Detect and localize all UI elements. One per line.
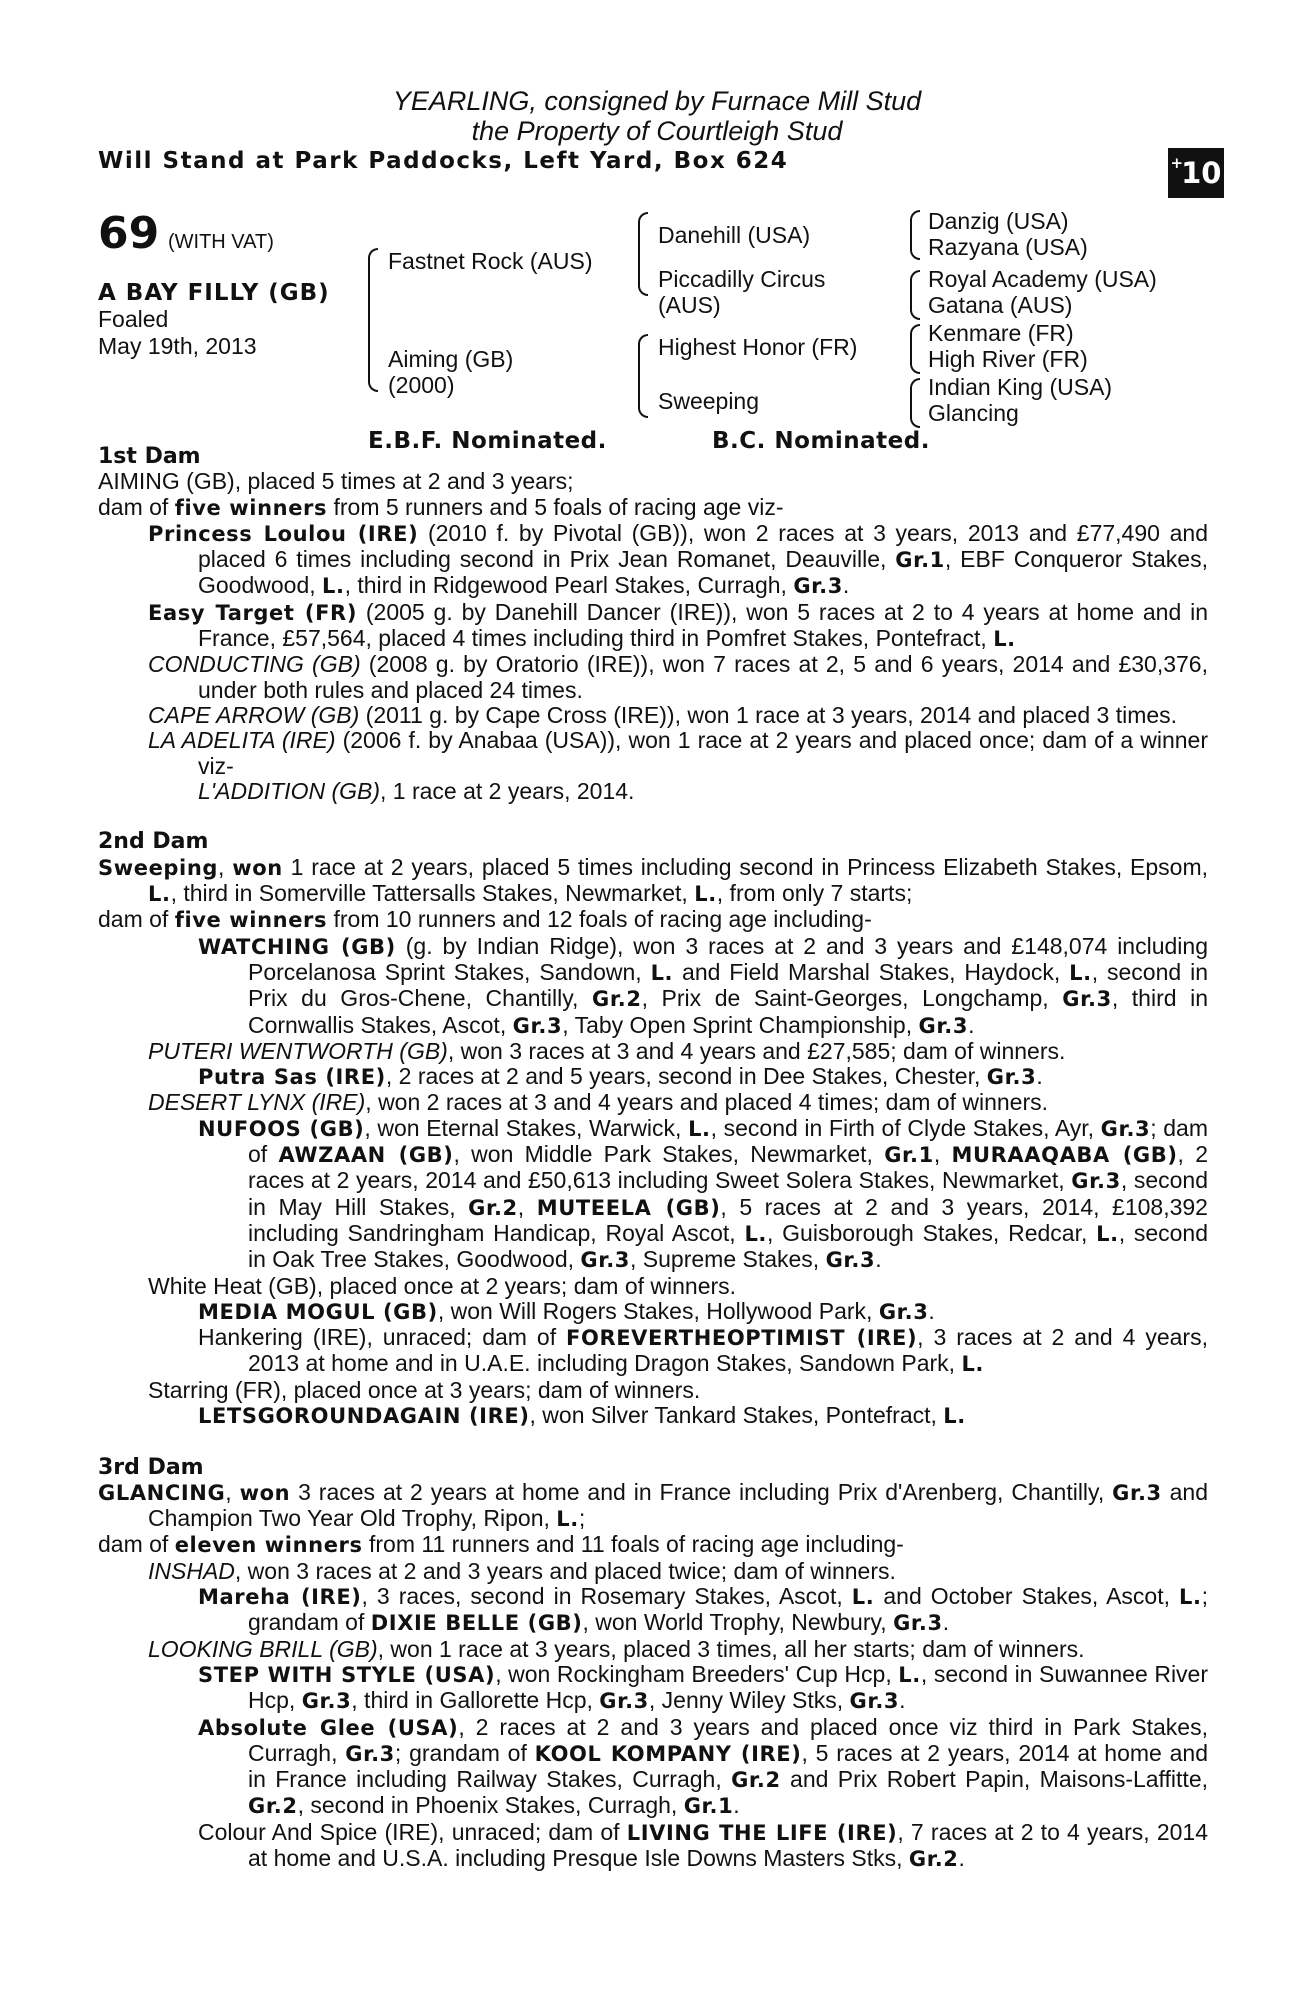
- lot-badge: [1168, 148, 1224, 198]
- sire-dam-country: (AUS): [658, 292, 721, 318]
- produce-entry: Putra Sas (IRE), 2 races at 2 and 5 years, second in Dee Stakes, Chester, Gr.3.: [198, 1063, 1043, 1090]
- produce-entry: CONDUCTING (GB) (2008 g. by Oratorio (IRE)), won 7 races at 2, 5 and 6 years, 2014 and £30,376, under both rules and placed 24 times.: [148, 651, 1208, 703]
- produce-entry: Mareha (IRE), 3 races, second in Rosemary Stakes, Ascot, L. and October Stakes, Ascot, L.; grandam of DIXIE BELLE (GB), won World Trophy, Newbury, Gr.3.: [198, 1583, 1208, 1636]
- dam-entry: GLANCING, won 3 races at 2 years at home and in France including Prix d'Arenberg, Chantilly, Gr.3 and Champion Two Year Old Trophy, Ripon, L.;: [98, 1478, 1209, 1532]
- dam-entry: Sweeping, won 1 race at 2 years, placed 5 times including second in Princess Elizabeth Stakes, Epsom, L., third in Somerville Tattersalls Stakes, Newmarket, L., from only 7 starts;: [98, 853, 1208, 907]
- sire-dam-dam: Gatana (AUS): [928, 292, 1073, 318]
- produce-entry: WATCHING (GB) (g. by Indian Ridge), won 3 races at 2 and 3 years and £148,074 including Porcelanosa Sprint Stakes, Sandown, L. and Field Marshal Stakes, Haydock, L., second in Prix du Gros-Chene, Chantilly, Gr.2, Prix de Saint-Georges, Longchamp, Gr.3, third in Cornwallis Stakes, Ascot, Gr.3, Taby Open Sprint Championship, Gr.3.: [198, 932, 1208, 1038]
- produce-entry: CAPE ARROW (GB) (2011 g. by Cape Cross (IRE)), won 1 race at 3 years, 2014 and placed 3 times.: [148, 701, 1178, 728]
- pedigree-brace: [368, 248, 378, 392]
- lot-badge-plus: +: [1170, 154, 1184, 172]
- bc-nominated: B.C. Nominated.: [712, 428, 930, 454]
- produce-entry: Starring (FR), placed once at 3 years; dam of winners.: [148, 1376, 701, 1403]
- dam-produce-summary: dam of eleven winners from 11 runners and 11 foals of racing age including-: [98, 1531, 904, 1558]
- ebf-nominated: E.B.F. Nominated.: [368, 428, 607, 454]
- stand-location: Will Stand at Park Paddocks, Left Yard, Box 624: [98, 148, 789, 174]
- dam-produce-summary: dam of five winners from 10 runners and 12 foals of racing age including-: [98, 906, 872, 933]
- second-dam-heading: 2nd Dam: [98, 829, 209, 855]
- vat-note: (WITH VAT): [168, 231, 274, 253]
- produce-entry: DESERT LYNX (IRE), won 2 races at 3 and 4 years and placed 4 times; dam of winners.: [148, 1089, 1048, 1116]
- pedigree-brace: [638, 212, 648, 296]
- produce-entry: Absolute Glee (USA), 2 races at 2 and 3 years and placed once viz third in Park Stakes, Curragh, Gr.3; grandam of KOOL KOMPANY (IRE), 5 races at 2 years, 2014 at home and in France including Railway Stakes, Curragh, Gr.2 and Prix Robert Papin, Maisons-Laffitte, Gr.2, second in Phoenix Stakes, Curragh, Gr.1.: [198, 1713, 1208, 1819]
- dam-year: (2000): [388, 372, 455, 398]
- pedigree-brace: [910, 378, 920, 428]
- sire: Fastnet Rock (AUS): [388, 248, 593, 274]
- consignor-line: YEARLING, consigned by Furnace Mill Stud: [392, 86, 922, 116]
- produce-entry: MEDIA MOGUL (GB), won Will Rogers Stakes, Hollywood Park, Gr.3.: [198, 1297, 935, 1324]
- produce-entry: White Heat (GB), placed once at 2 years; dam of winners.: [148, 1272, 737, 1299]
- dam-sire: Highest Honor (FR): [658, 334, 858, 360]
- lot-number: 69: [98, 208, 160, 259]
- sire-sire-sire: Danzig (USA): [928, 208, 1069, 234]
- produce-entry: Colour And Spice (IRE), unraced; dam of LIVING THE LIFE (IRE), 7 races at 2 to 4 years, 2014 at home and U.S.A. including Presque Isle Downs Masters Stks, Gr.2.: [198, 1818, 1208, 1872]
- property-line: the Property of Courtleigh Stud: [471, 116, 843, 146]
- produce-entry: INSHAD, won 3 races at 2 and 3 years and placed twice; dam of winners.: [148, 1557, 896, 1584]
- lot-badge-number: 10: [1181, 156, 1222, 190]
- dam-produce-summary: dam of five winners from 5 runners and 5 foals of racing age viz-: [98, 493, 784, 520]
- dam-sire-dam: High River (FR): [928, 346, 1088, 372]
- third-dam-heading: 3rd Dam: [98, 1454, 204, 1480]
- produce-entry: Easy Target (FR) (2005 g. by Danehill Dancer (IRE)), won 5 races at 2 to 4 years at home and in France, £57,564, placed 4 times including third in Pomfret Stakes, Pontefract, L.: [148, 598, 1208, 652]
- sire-dam: Piccadilly Circus: [658, 266, 826, 292]
- produce-entry: LA ADELITA (IRE) (2006 f. by Anabaa (USA)), won 1 race at 2 years and placed once; dam of a winner viz-: [148, 727, 1209, 779]
- first-dam-heading: 1st Dam: [98, 444, 201, 469]
- catalogue-body: [98, 444, 1208, 1872]
- produce-entry: L'ADDITION (GB), 1 race at 2 years, 2014.: [198, 777, 635, 804]
- sire-sire: Danehill (USA): [658, 222, 811, 248]
- dam-entry: AIMING (GB), placed 5 times at 2 and 3 years;: [98, 468, 574, 495]
- dam-dam-dam: Glancing: [928, 400, 1019, 426]
- foaled-label: Foaled: [98, 306, 169, 332]
- pedigree-brace: [910, 324, 920, 374]
- horse-description: A BAY FILLY (GB): [98, 280, 330, 306]
- produce-entry: Hankering (IRE), unraced; dam of FOREVERTHEOPTIMIST (IRE), 3 races at 2 and 4 years, 2013 at home and in U.A.E. including Dragon Stakes, Sandown Park, L.: [198, 1324, 1208, 1377]
- dam-dam-sire: Indian King (USA): [928, 374, 1113, 400]
- pedigree-brace: [638, 334, 648, 418]
- foaled-info: [98, 306, 298, 360]
- produce-entry: LETSGOROUNDAGAIN (IRE), won Silver Tankard Stakes, Pontefract, L.: [198, 1401, 966, 1428]
- produce-entry: NUFOOS (GB), won Eternal Stakes, Warwick, L., second in Firth of Clyde Stakes, Ayr, Gr.3; dam of AWZAAN (GB), won Middle Park Stakes, Newmarket, Gr.1, MURAAQABA (GB), 2 races at 2 years, 2014 and £50,613 including Sweet Solera Stakes, Newmarket, Gr.3, second in May Hill Stakes, Gr.2, MUTEELA (GB), 5 races at 2 and 3 years, 2014, £108,392 including Sandringham Handicap, Royal Ascot, L., Guisborough Stakes, Redcar, L., second in Oak Tree Stakes, Goodwood, Gr.3, Supreme Stakes, Gr.3.: [198, 1114, 1209, 1273]
- dam-name: Aiming (GB): [388, 346, 514, 372]
- dam-dam: Sweeping: [658, 388, 760, 414]
- pedigree-brace: [910, 270, 920, 320]
- produce-entry: Princess Loulou (IRE) (2010 f. by Pivotal (GB)), won 2 races at 3 years, 2013 and £77,490 and placed 6 times including second in Prix Jean Romanet, Deauville, Gr.1, EBF Conqueror Stakes, Goodwood, L., third in Ridgewood Pearl Stakes, Curragh, Gr.3.: [148, 519, 1208, 599]
- dam-sire-sire: Kenmare (FR): [928, 320, 1074, 346]
- produce-entry: LOOKING BRILL (GB), won 1 race at 3 years, placed 3 times, all her starts; dam of winners.: [148, 1635, 1085, 1662]
- foaled-date: May 19th, 2013: [98, 333, 257, 359]
- produce-entry: STEP WITH STYLE (USA), won Rockingham Breeders' Cup Hcp, L., second in Suwannee River Hcp, Gr.3, third in Gallorette Hcp, Gr.3, Jenny Wiley Stks, Gr.3.: [198, 1660, 1209, 1714]
- sire-dam-sire: Royal Academy (USA): [928, 266, 1157, 292]
- sire-sire-dam: Razyana (USA): [928, 234, 1088, 260]
- pedigree-brace: [910, 210, 920, 260]
- produce-entry: PUTERI WENTWORTH (GB), won 3 races at 3 and 4 years and £27,585; dam of winners.: [148, 1037, 1066, 1064]
